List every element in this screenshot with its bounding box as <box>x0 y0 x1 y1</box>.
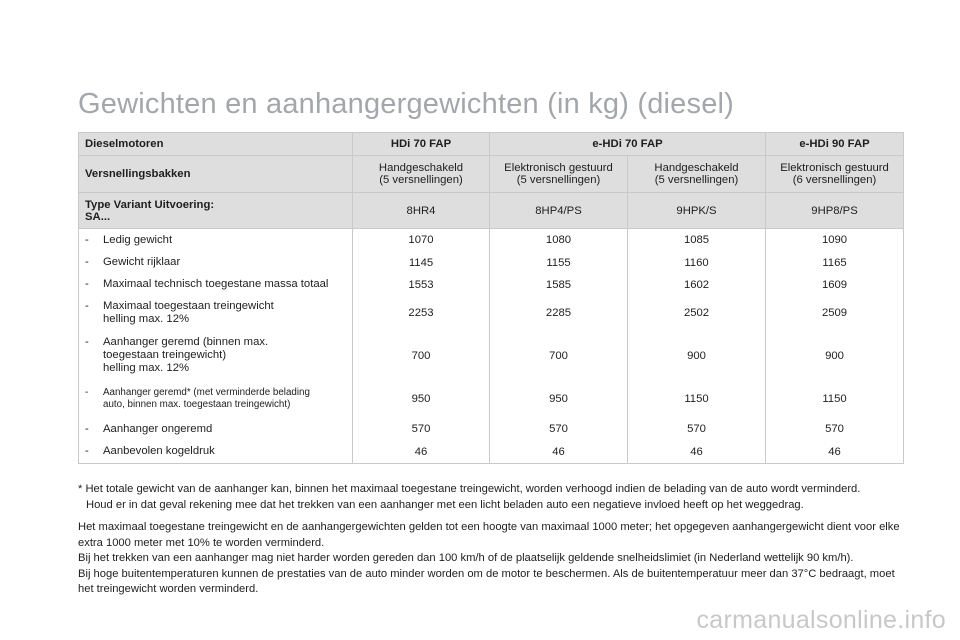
engine-col-3: e-HDi 90 FAP <box>766 133 904 156</box>
row-value: 46 <box>490 441 628 464</box>
notes <box>78 520 908 598</box>
row-label: - Aanhanger geremd* (met verminderde belading auto, binnen max. toegestaan treingewicht) <box>79 381 353 418</box>
table-row <box>79 274 904 296</box>
type-col-4: 9HP8/PS <box>766 193 904 229</box>
row-label: - Aanbevolen kogeldruk <box>79 441 353 464</box>
row-value: 900 <box>628 331 766 381</box>
row-label: - Maximaal technisch toegestane massa totaal <box>79 274 353 296</box>
weights-table <box>78 132 904 464</box>
footnote-line-2: Houd er in dat geval rekening mee dat het trekken van een aanhanger met een licht beladen auto een negatieve invloed heeft op het weggedrag. <box>86 499 804 511</box>
row-value: 1553 <box>353 274 490 296</box>
row-label: - Maximaal toegestaan treingewicht helling max. 12% <box>79 296 353 331</box>
gearbox-col-2: Elektronisch gestuurd (5 versnellingen) <box>490 156 628 193</box>
type-col-1: 8HR4 <box>353 193 490 229</box>
note-paragraph: Bij hoge buitentemperaturen kunnen de prestaties van de auto minder worden om de motor te beschermen. Als de buitentemperatuur meer dan 37°C bedraagt, moet het treingewicht worden verminderd. <box>78 567 895 595</box>
row-value: 1160 <box>628 252 766 274</box>
gearbox-header-row <box>79 156 904 193</box>
row-label: - Aanhanger ongeremd <box>79 418 353 441</box>
row-value: 950 <box>490 381 628 418</box>
row-value: 46 <box>628 441 766 464</box>
row-label: - Ledig gewicht <box>79 229 353 252</box>
row-value: 1080 <box>490 229 628 252</box>
page-title: Gewichten en aanhangergewichten (in kg) (diesel) <box>78 88 735 120</box>
type-col-3: 9HPK/S <box>628 193 766 229</box>
row-value: 700 <box>490 331 628 381</box>
engine-label: Dieselmotoren <box>79 133 353 156</box>
note-paragraph: Bij het trekken van een aanhanger mag niet harder worden gereden dan 100 km/h of de plaatselijk geldende snelheidslimiet (in Nederland wettelijk 90 km/h). <box>78 552 854 564</box>
table-row <box>79 296 904 331</box>
type-header-row <box>79 193 904 229</box>
row-value: 1070 <box>353 229 490 252</box>
row-value: 1150 <box>766 381 904 418</box>
footnote <box>78 481 908 513</box>
gearbox-col-4: Elektronisch gestuurd (6 versnellingen) <box>766 156 904 193</box>
row-value: 570 <box>490 418 628 441</box>
row-value: 46 <box>353 441 490 464</box>
footnote-line-1: * Het totale gewicht van de aanhanger kan, binnen het maximaal toegestane treingewicht, worden verhoogd indien de belading van de auto wordt verminderd. <box>78 483 861 495</box>
table-row <box>79 252 904 274</box>
engine-col-1: HDi 70 FAP <box>353 133 490 156</box>
table-row <box>79 229 904 252</box>
row-label: - Gewicht rijklaar <box>79 252 353 274</box>
row-value: 1085 <box>628 229 766 252</box>
row-value: 1602 <box>628 274 766 296</box>
watermark: carmanualsonline.info <box>696 606 946 634</box>
engine-header-row <box>79 133 904 156</box>
row-value: 46 <box>766 441 904 464</box>
row-value: 1155 <box>490 252 628 274</box>
row-value: 1585 <box>490 274 628 296</box>
row-value: 950 <box>353 381 490 418</box>
table-row <box>79 381 904 418</box>
row-value: 1165 <box>766 252 904 274</box>
type-label: Type Variant Uitvoering: SA... <box>79 193 353 229</box>
row-value: 1609 <box>766 274 904 296</box>
table-row <box>79 441 904 464</box>
gearbox-col-3: Handgeschakeld (5 versnellingen) <box>628 156 766 193</box>
row-value: 1090 <box>766 229 904 252</box>
row-value: 2253 <box>353 296 490 331</box>
note-paragraph: Het maximaal toegestane treingewicht en de aanhangergewichten gelden tot een hoogte van maximaal 1000 meter; het opgegeven aanhangergewicht dient voor elke extra 1000 meter met 10% te worden verminderd. <box>78 521 900 549</box>
row-value: 700 <box>353 331 490 381</box>
row-value: 900 <box>766 331 904 381</box>
row-value: 1145 <box>353 252 490 274</box>
row-value: 2509 <box>766 296 904 331</box>
row-value: 2285 <box>490 296 628 331</box>
type-col-2: 8HP4/PS <box>490 193 628 229</box>
engine-col-2: e-HDi 70 FAP <box>490 133 766 156</box>
gearbox-col-1: Handgeschakeld (5 versnellingen) <box>353 156 490 193</box>
gearbox-label: Versnellingsbakken <box>79 156 353 193</box>
row-label: - Aanhanger geremd (binnen max. toegestaan treingewicht) helling max. 12% <box>79 331 353 381</box>
row-value: 570 <box>628 418 766 441</box>
table-row <box>79 331 904 381</box>
row-value: 570 <box>766 418 904 441</box>
table-row <box>79 418 904 441</box>
row-value: 570 <box>353 418 490 441</box>
row-value: 2502 <box>628 296 766 331</box>
row-value: 1150 <box>628 381 766 418</box>
